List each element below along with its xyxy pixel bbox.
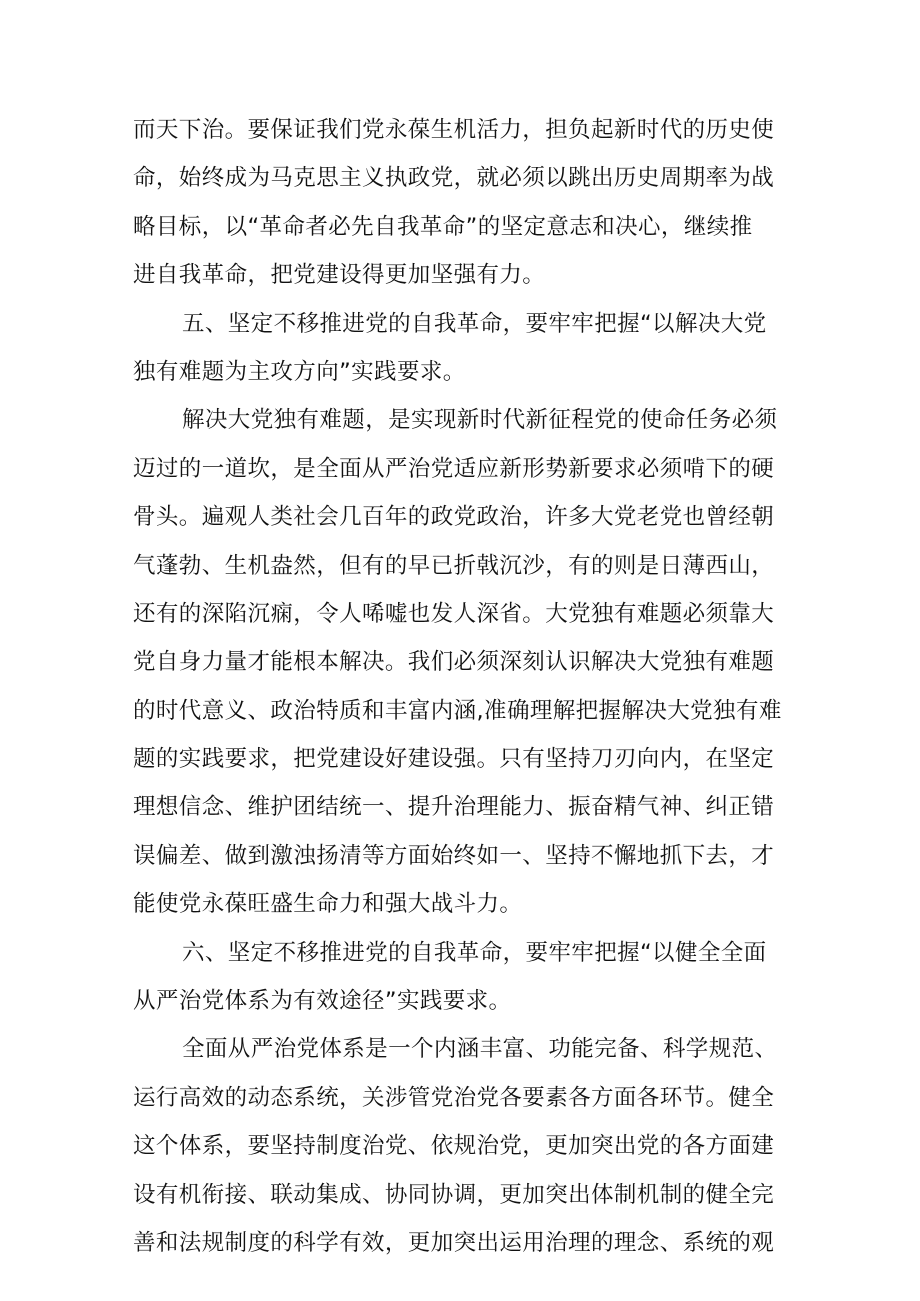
text-line-20: 全面从严治党体系是一个内涵丰富、功能完备、科学规范、	[182, 1036, 778, 1063]
text-line-16: 误偏差、做到激浊扬清等方面始终如一、坚持不懈地抓下去，才	[133, 842, 775, 869]
text-line-23: 设有机衔接、联动集成、协同协调，更加突出体制机制的健全完	[133, 1181, 775, 1208]
section-heading-6-line-1: 六、坚定不移推进党的自我革命，要牢牢把握“以健全全面	[182, 939, 767, 966]
text-line-15: 理想信念、维护团结统一、提升治理能力、振奋精气神、纠正错	[133, 794, 775, 821]
text-line-13: 的时代意义、政治特质和丰富内涵,准确理解把握解决大党独有难	[133, 697, 782, 724]
text-line-1: 而天下治。要保证我们党永葆生机活力，担负起新时代的历史使	[133, 117, 775, 143]
text-line-24: 善和法规制度的科学有效，更加突出运用治理的理念、系统的观	[133, 1229, 775, 1256]
text-line-12: 党自身力量才能根本解决。我们必须深刻认识解决大党独有难题	[133, 649, 775, 676]
section-heading-5-line-2: 独有难题为主攻方向”实践要求。	[133, 358, 466, 385]
section-heading-5-line-1: 五、坚定不移推进党的自我革命，要牢牢把握“以解决大党	[182, 310, 767, 337]
text-line-4: 进自我革命，把党建设得更加坚强有力。	[133, 262, 546, 289]
text-line-21: 运行高效的动态系统，关涉管党治党各要素各方面各环节。健全	[133, 1084, 775, 1111]
text-line-9: 骨头。遍观人类社会几百年的政党政治，许多大党老党也曾经朝	[133, 504, 775, 531]
text-line-22: 这个体系，要坚持制度治党、依规治党，更加突出党的各方面建	[133, 1133, 775, 1160]
text-line-10: 气蓬勃、生机盎然，但有的早已折戟沉沙，有的则是日薄西山，	[133, 552, 775, 579]
text-line-2: 命，始终成为马克思主义执政党，就必须以跳出历史周期率为战	[133, 165, 775, 192]
document-body	[133, 106, 793, 1267]
text-line-7: 解决大党独有难题，是实现新时代新征程党的使命任务必须	[182, 407, 778, 434]
text-line-14: 题的实践要求，把党建设好建设强。只有坚持刀刃向内，在坚定	[133, 746, 775, 773]
text-line-11: 还有的深陷沉痫，令人唏嘘也发人深省。大党独有难题必须靠大	[133, 600, 775, 627]
section-heading-6-line-2: 从严治党体系为有效途径”实践要求。	[133, 988, 512, 1015]
text-line-17: 能使党永葆旺盛生命力和强大战斗力。	[133, 891, 523, 918]
text-line-3: 略目标，以“革命者必先自我革命”的坚定意志和决心，继续推	[133, 213, 753, 240]
text-line-8: 迈过的一道坎，是全面从严治党适应新形势新要求必须啃下的硬	[133, 455, 775, 482]
